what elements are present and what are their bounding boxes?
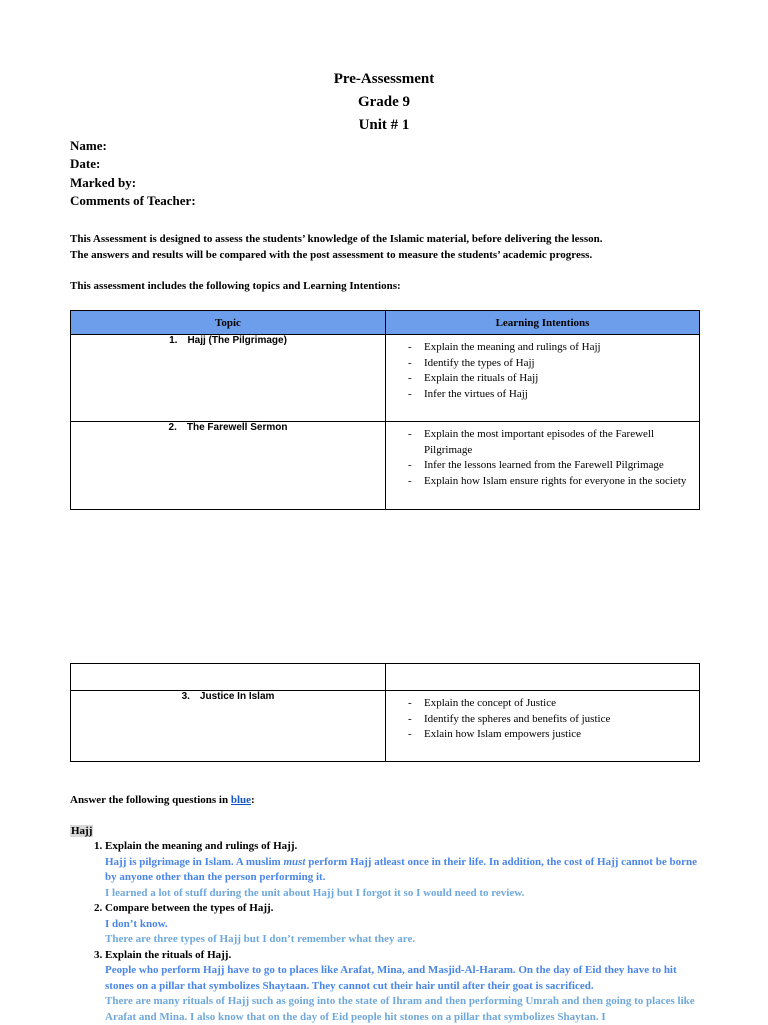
document-title: Pre-Assessment	[0, 71, 768, 88]
answer-second[interactable]: I learned a lot of stuff during the unit about Hajj but I forgot it so I would need to review.	[105, 886, 700, 902]
topic-name: Hajj (The Pilgrimage)	[187, 335, 286, 346]
list-item: - Identify the types of Hajj	[408, 356, 695, 372]
intro-line-3: This assessment includes the following topics and Learning Intentions:	[70, 280, 401, 292]
topics-table-continued	[70, 663, 700, 762]
answer-first[interactable]	[105, 855, 700, 886]
list-item: - Identify the spheres and benefits of justice	[408, 712, 695, 728]
topic-cell	[71, 422, 386, 510]
date-field-label: Date:	[70, 156, 100, 172]
question-text: 3. Explain the rituals of Hajj.	[105, 948, 700, 964]
empty-cell	[386, 664, 700, 691]
instructions	[70, 794, 255, 806]
unit-heading: Unit # 1	[0, 117, 768, 134]
marked-by-field-label: Marked by:	[70, 175, 136, 191]
answer-second[interactable]: There are three types of Hajj but I don’t remember what they are.	[105, 932, 700, 948]
intentions-cell	[386, 335, 700, 422]
topics-table	[70, 310, 700, 510]
question-text: 2. Compare between the types of Hajj.	[105, 901, 700, 917]
topic-cell	[71, 335, 386, 422]
list-item: - Explain the meaning and rulings of Hajj	[408, 340, 695, 356]
question-list	[70, 839, 700, 1025]
topic-number: 3.	[182, 691, 190, 702]
list-item: - Explain the rituals of Hajj	[408, 371, 695, 387]
answer-first[interactable]: People who perform Hajj have to go to places like Arafat, Mina, and Masjid-Al-Haram. On the day of Eid they have to hit stones on a pillar that symbolizes Shaytaan. They cannot cut their hair until after their goat is sacrificed.	[105, 963, 700, 994]
blue-link[interactable]: blue	[231, 794, 251, 806]
table-row-empty	[71, 664, 700, 691]
intro-line-1: This Assessment is designed to assess the students’ knowledge of the Islamic material, before delivering the lesson.	[70, 233, 602, 245]
list-item: - Exlain how Islam empowers justice	[408, 727, 695, 743]
answer-text: perform Hajj atleast once in their life. In addition, the cost of Hajj cannot be borne by anyone other than the person performing it.	[105, 856, 697, 884]
table-row	[71, 422, 700, 510]
topic-number: 1.	[169, 335, 177, 346]
table-row	[71, 691, 700, 762]
question-item	[105, 901, 700, 948]
answer-first[interactable]: I don’t know.	[105, 917, 700, 933]
question-text: 1. Explain the meaning and rulings of Hajj.	[105, 839, 700, 855]
topic-name: The Farewell Sermon	[187, 422, 288, 433]
table-row	[71, 335, 700, 422]
intentions-column-header: Learning Intentions	[386, 311, 700, 335]
topic-column-header: Topic	[71, 311, 386, 335]
section-label-hajj: Hajj	[70, 825, 93, 837]
answer-second[interactable]: There are many rituals of Hajj such as going into the state of Ihram and then performing Umrah and then going to places like Arafat and Mina. I also know that on the day of Eid people hit stones on a pillar that symbolizes Shaytan. I	[105, 994, 700, 1025]
list-item: - Explain the most important episodes of the Farewell Pilgrimage	[408, 427, 695, 458]
name-field-label: Name:	[70, 138, 107, 154]
intentions-cell	[386, 422, 700, 510]
topic-name: Justice In Islam	[200, 691, 274, 702]
question-item	[105, 839, 700, 901]
question-item	[105, 948, 700, 1025]
teacher-comments-label: Comments of Teacher:	[70, 193, 196, 209]
empty-cell	[71, 664, 386, 691]
answer-emphasis: must	[283, 856, 305, 868]
topic-cell	[71, 691, 386, 762]
intentions-cell	[386, 691, 700, 762]
list-item: - Explain how Islam ensure rights for everyone in the society	[408, 474, 695, 490]
intro-line-2: The answers and results will be compared with the post assessment to measure the students’ academic progress.	[70, 249, 592, 261]
grade-heading: Grade 9	[0, 94, 768, 111]
instructions-text: Answer the following questions in	[70, 794, 231, 806]
topic-number: 2.	[169, 422, 177, 433]
answer-text: Hajj is pilgrimage in Islam. A muslim	[105, 856, 283, 868]
list-item: - Explain the concept of Justice	[408, 696, 695, 712]
list-item: - Infer the virtues of Hajj	[408, 387, 695, 403]
instructions-suffix: :	[251, 794, 255, 806]
list-item: - Infer the lessons learned from the Farewell Pilgrimage	[408, 458, 695, 474]
